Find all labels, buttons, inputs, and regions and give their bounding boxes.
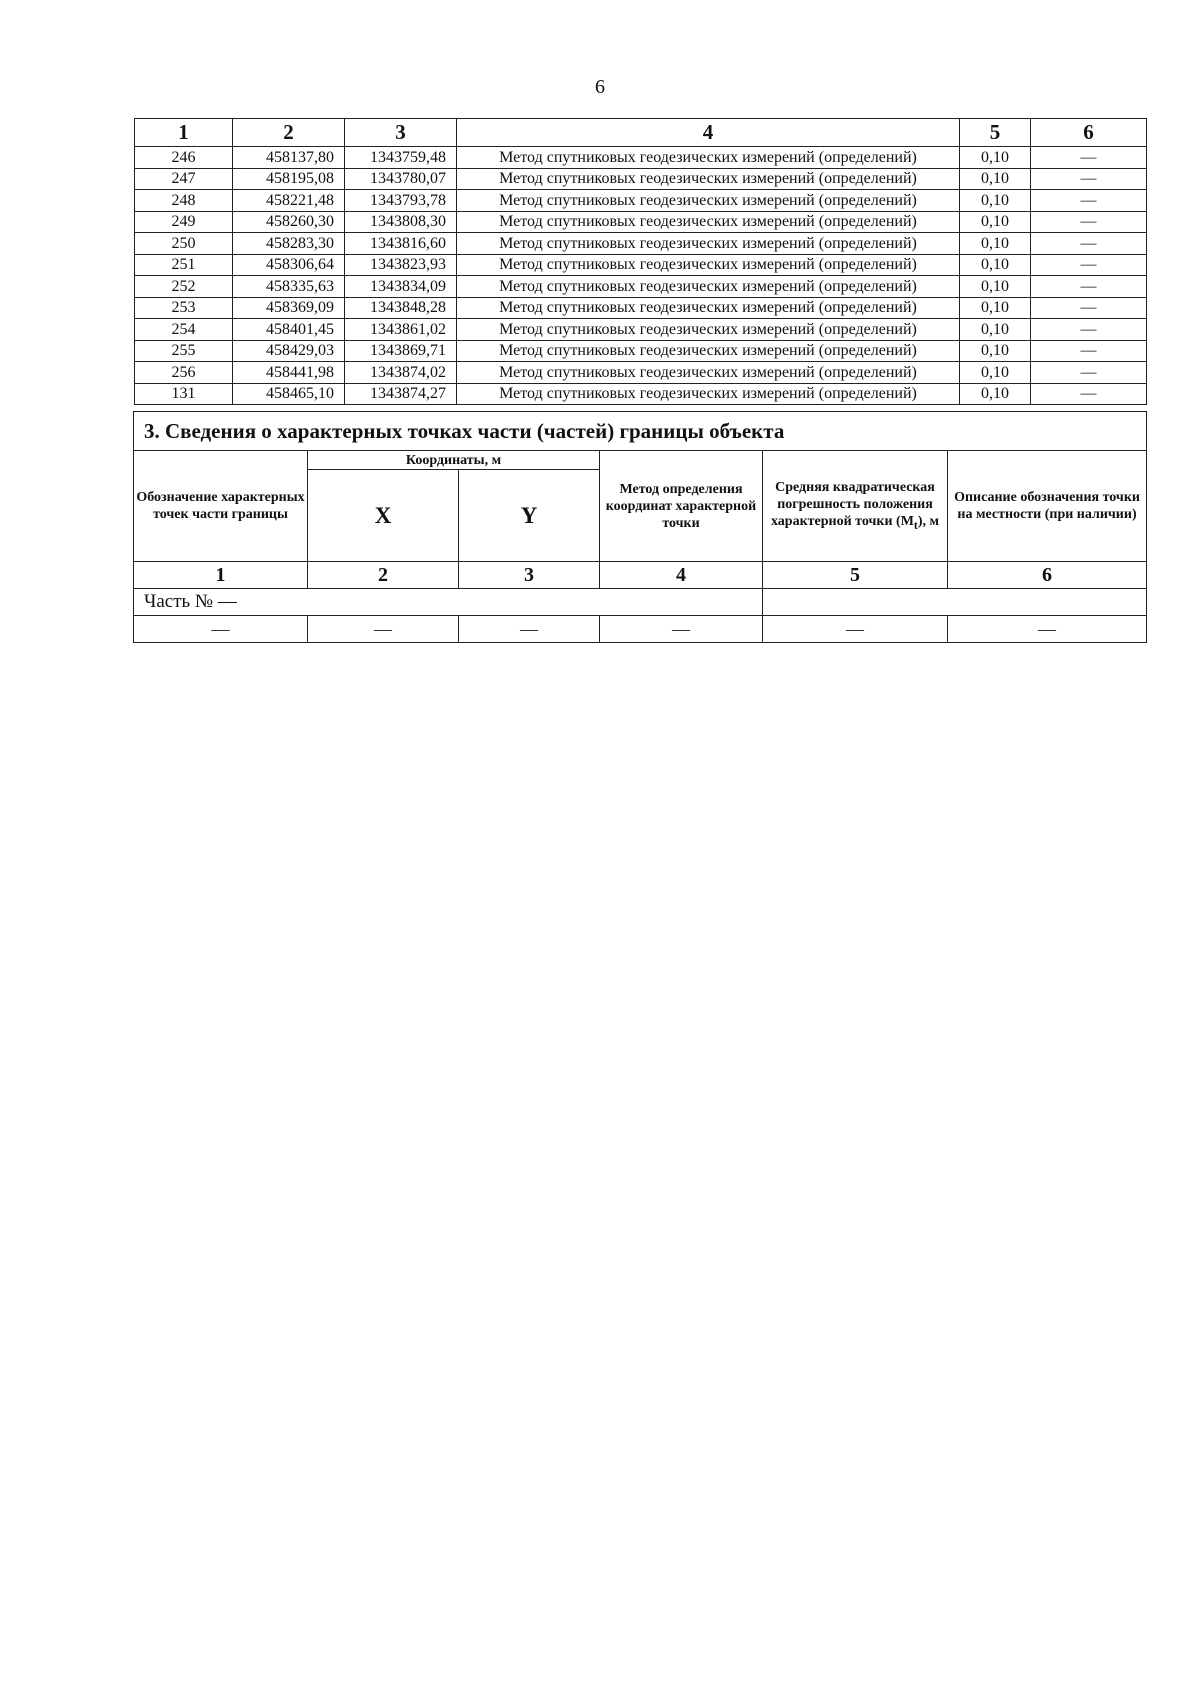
table-cell: 458441,98 — [233, 362, 345, 384]
table-cell: 458260,30 — [233, 211, 345, 233]
table-cell: 1343816,60 — [345, 233, 457, 255]
table-cell: 0,10 — [960, 319, 1031, 341]
column-number: 1 — [134, 562, 308, 589]
table-cell: — — [1031, 297, 1147, 319]
column-number-row — [134, 562, 1147, 589]
table-cell: 458401,45 — [233, 319, 345, 341]
table-cell: — — [1031, 254, 1147, 276]
table-cell: Метод спутниковых геодезических измерений (определений) — [457, 276, 960, 298]
table-row — [134, 616, 1147, 643]
table-cell: Метод спутниковых геодезических измерений (определений) — [457, 190, 960, 212]
designation-header: Обозначение характерных точек части границы — [134, 451, 308, 562]
table-row — [135, 297, 1147, 319]
table-cell: 0,10 — [960, 190, 1031, 212]
coordinates-header: Координаты, м — [308, 451, 600, 470]
column-header: 2 — [233, 119, 345, 147]
column-number: 4 — [600, 562, 763, 589]
table-cell: 256 — [135, 362, 233, 384]
column-header: 5 — [960, 119, 1031, 147]
table-cell: 1343869,71 — [345, 340, 457, 362]
table-cell: Метод спутниковых геодезических измерений (определений) — [457, 211, 960, 233]
page-number: 6 — [595, 76, 605, 98]
error-header — [763, 451, 948, 562]
y-header: Y — [459, 470, 600, 562]
table-cell: Метод спутниковых геодезических измерений (определений) — [457, 147, 960, 169]
table-cell: — — [1031, 211, 1147, 233]
column-header: 1 — [135, 119, 233, 147]
table-row — [135, 190, 1147, 212]
table-cell: — — [1031, 340, 1147, 362]
section-title: 3. Сведения о характерных точках части (частей) границы объекта — [134, 412, 1147, 451]
table-cell: 0,10 — [960, 211, 1031, 233]
table-cell: — — [763, 616, 948, 643]
table-cell: 1343823,93 — [345, 254, 457, 276]
table-row — [135, 233, 1147, 255]
column-number: 6 — [948, 562, 1147, 589]
x-header: X — [308, 470, 459, 562]
error-header-symbol: $(M_t)$, м — [896, 513, 940, 532]
table-cell: 246 — [135, 147, 233, 169]
table-cell: Метод спутниковых геодезических измерений (определений) — [457, 340, 960, 362]
table-cell: — — [1031, 168, 1147, 190]
table-cell: Метод спутниковых геодезических измерений (определений) — [457, 233, 960, 255]
column-number: 2 — [308, 562, 459, 589]
table-cell: 253 — [135, 297, 233, 319]
boundary-points-table — [134, 118, 1147, 405]
part-label: Часть № — — [134, 589, 763, 616]
table-cell: — — [1031, 190, 1147, 212]
table-cell: — — [308, 616, 459, 643]
table-cell: 458137,80 — [233, 147, 345, 169]
part-boundary-points-table — [133, 411, 1147, 643]
table-cell: Метод спутниковых геодезических измерений (определений) — [457, 319, 960, 341]
table-row — [135, 254, 1147, 276]
column-number: 5 — [763, 562, 948, 589]
description-header: Описание обозначения точки на местности (при наличии) — [948, 451, 1147, 562]
table-cell: 458335,63 — [233, 276, 345, 298]
table-cell: 0,10 — [960, 168, 1031, 190]
column-header: 4 — [457, 119, 960, 147]
table-row — [135, 340, 1147, 362]
table-row — [135, 168, 1147, 190]
table-row — [135, 319, 1147, 341]
table-cell: 458369,09 — [233, 297, 345, 319]
table-cell: — — [1031, 362, 1147, 384]
table-cell: Метод спутниковых геодезических измерений (определений) — [457, 362, 960, 384]
table-cell: 1343808,30 — [345, 211, 457, 233]
table-cell: 0,10 — [960, 147, 1031, 169]
table-row — [135, 211, 1147, 233]
part-empty-cell — [763, 589, 1147, 616]
table-cell: 1343861,02 — [345, 319, 457, 341]
table-cell: 458195,08 — [233, 168, 345, 190]
table-cell: 0,10 — [960, 362, 1031, 384]
table-cell: — — [1031, 276, 1147, 298]
table-cell: 131 — [135, 383, 233, 405]
column-header: 6 — [1031, 119, 1147, 147]
table-cell: 0,10 — [960, 340, 1031, 362]
table-cell: Метод спутниковых геодезических измерений (определений) — [457, 383, 960, 405]
error-header-text: Средняя квадратическая погрешность положения характерной точки — [770, 479, 935, 529]
table-cell: 1343793,78 — [345, 190, 457, 212]
table-cell: 0,10 — [960, 254, 1031, 276]
table-cell: 458429,03 — [233, 340, 345, 362]
table-cell: 247 — [135, 168, 233, 190]
table-cell: 255 — [135, 340, 233, 362]
table-cell: Метод спутниковых геодезических измерений (определений) — [457, 297, 960, 319]
column-number: 3 — [459, 562, 600, 589]
table-cell: 252 — [135, 276, 233, 298]
table-cell: 248 — [135, 190, 233, 212]
table-cell: 1343759,48 — [345, 147, 457, 169]
table-cell: 254 — [135, 319, 233, 341]
table-cell: — — [1031, 383, 1147, 405]
table-cell: — — [1031, 233, 1147, 255]
table-cell: 458283,30 — [233, 233, 345, 255]
table-cell: Метод спутниковых геодезических измерений (определений) — [457, 254, 960, 276]
table-row — [135, 383, 1147, 405]
table-cell: 250 — [135, 233, 233, 255]
table-row — [135, 147, 1147, 169]
table-cell: — — [459, 616, 600, 643]
table-row — [135, 276, 1147, 298]
table-cell: 1343874,02 — [345, 362, 457, 384]
table-row — [135, 362, 1147, 384]
table-cell: 1343834,09 — [345, 276, 457, 298]
table-cell: 458221,48 — [233, 190, 345, 212]
method-header: Метод определения координат характерной точки — [600, 451, 763, 562]
column-header: 3 — [345, 119, 457, 147]
table-cell: 0,10 — [960, 233, 1031, 255]
table-cell: 1343848,28 — [345, 297, 457, 319]
table-cell: — — [948, 616, 1147, 643]
table-cell: 0,10 — [960, 276, 1031, 298]
table-cell: 0,10 — [960, 297, 1031, 319]
table-body — [135, 147, 1147, 405]
table-cell: — — [600, 616, 763, 643]
table-cell: 249 — [135, 211, 233, 233]
table-cell: 1343874,27 — [345, 383, 457, 405]
table-cell: Метод спутниковых геодезических измерений (определений) — [457, 168, 960, 190]
table-header-row — [135, 119, 1147, 147]
table-cell: 458465,10 — [233, 383, 345, 405]
table-cell: — — [1031, 319, 1147, 341]
table-cell: 251 — [135, 254, 233, 276]
part-row — [134, 589, 1147, 616]
table-cell: 0,10 — [960, 383, 1031, 405]
table-cell: 458306,64 — [233, 254, 345, 276]
table-cell: — — [1031, 147, 1147, 169]
table-cell: — — [134, 616, 308, 643]
table-cell: 1343780,07 — [345, 168, 457, 190]
